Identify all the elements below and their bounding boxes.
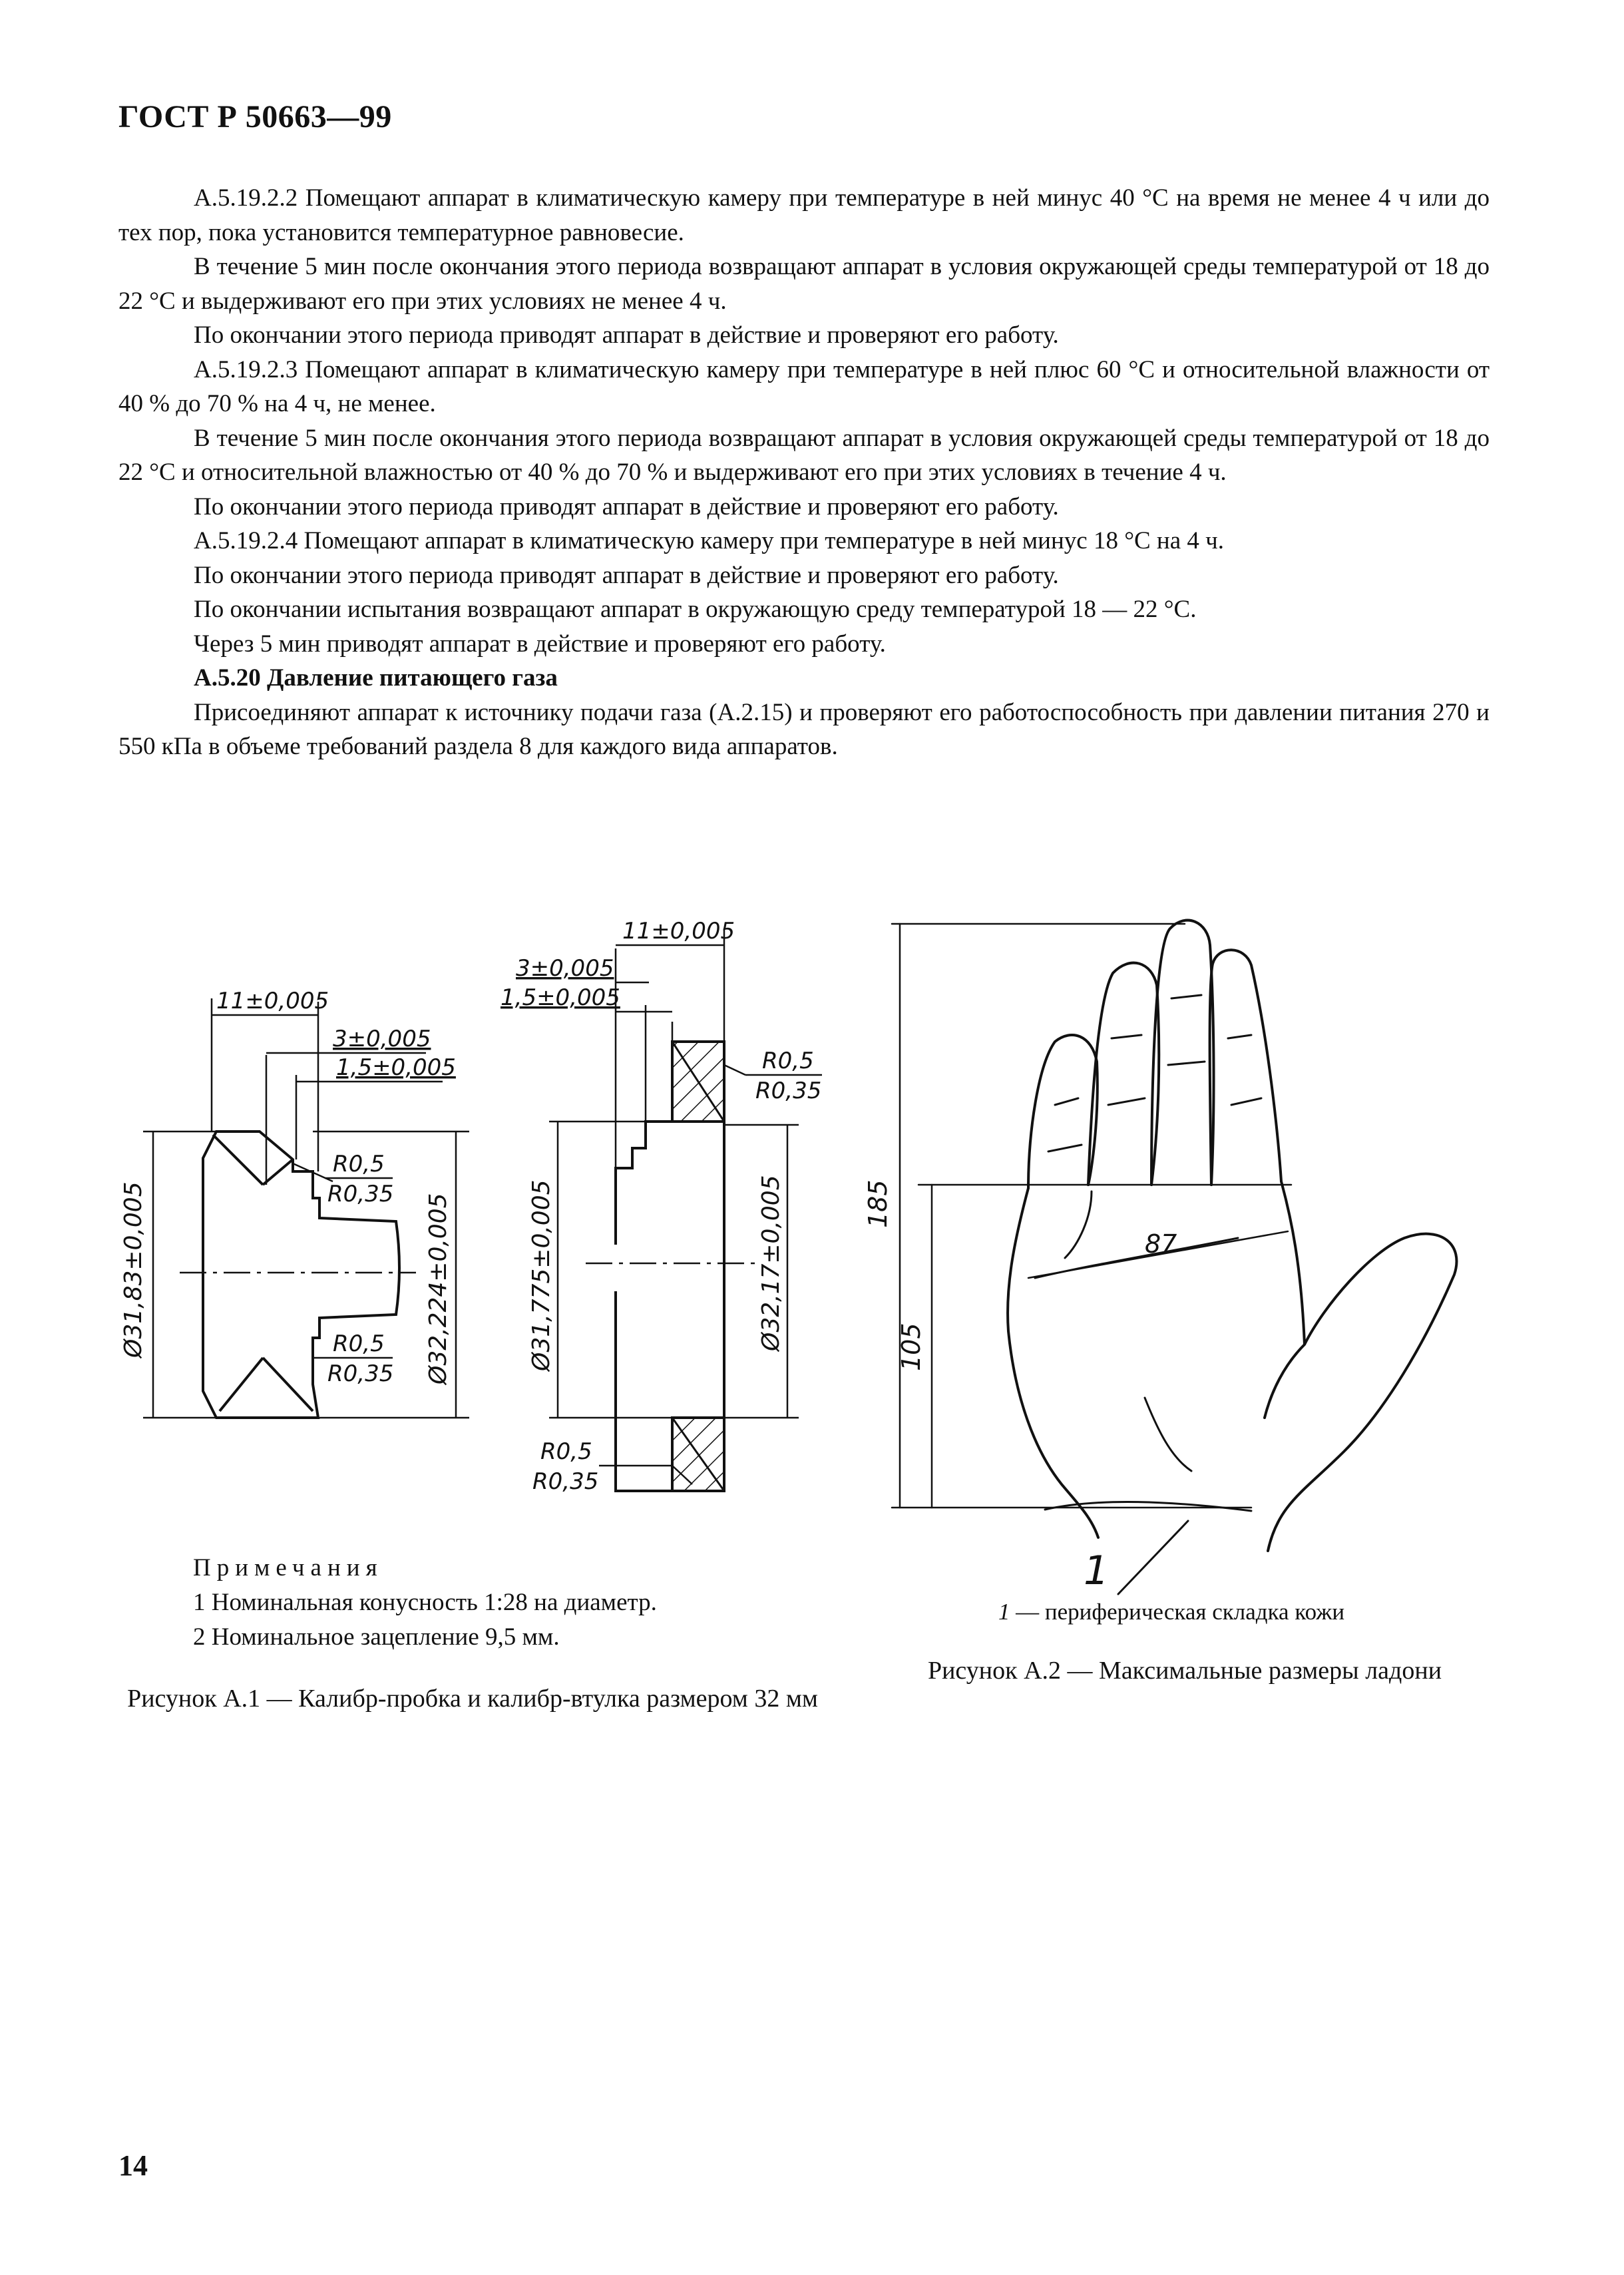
hand-dim-width: 87 bbox=[1145, 1229, 1177, 1259]
hand-labels bbox=[863, 1179, 1177, 1594]
legend-text: — периферическая складка кожи bbox=[1010, 1599, 1345, 1625]
plug-gauge-labels bbox=[120, 988, 456, 1387]
plug-dim-length: 11±0,005 bbox=[216, 988, 329, 1014]
plug-dia-left: Ø31,83±0,005 bbox=[120, 1181, 147, 1358]
plug-dim-step2: 1,5±0,005 bbox=[336, 1054, 456, 1081]
bushing-dia-right: Ø32,17±0,005 bbox=[757, 1175, 785, 1351]
note-item: 2 Номинальное зацепление 9,5 мм. bbox=[193, 1623, 560, 1651]
bushing-radius-bottom-a: R0,5 bbox=[540, 1438, 592, 1465]
paragraph: По окончании этого периода приводят аппарат в действие и проверяют его работу. bbox=[194, 493, 1059, 520]
hand-callout-number: 1 bbox=[1084, 1548, 1110, 1594]
figure1-notes bbox=[193, 1551, 657, 1655]
note-item: 1 Номинальная конусность 1:28 на диаметр. bbox=[193, 1589, 657, 1616]
plug-dia-right: Ø32,224±0,005 bbox=[425, 1193, 452, 1384]
plug-dim-step1: 3±0,005 bbox=[333, 1026, 431, 1052]
bushing-gauge-labels bbox=[501, 918, 821, 1495]
document-header: ГОСТ Р 50663—99 bbox=[118, 99, 392, 134]
notes-title: Примечания bbox=[193, 1554, 383, 1581]
section-heading: А.5.20 Давление питающего газа bbox=[194, 664, 558, 692]
bushing-dim-step2: 1,5±0,005 bbox=[501, 984, 620, 1011]
legend-number: 1 bbox=[998, 1599, 1010, 1625]
paragraph: В течение 5 мин после окончания этого периода возвращают аппарат в условия окружающей среды температурой от 18 до 22 °С и относительной влажностью от 40 % до 70 % и выдерживают его при этих условиях в течение 4 ч. bbox=[118, 424, 1490, 486]
bushing-dia-left: Ø31,775±0,005 bbox=[528, 1179, 555, 1371]
paragraph: По окончании испытания возвращают аппарат в окружающую среду температурой 18 — 22 °С. bbox=[194, 596, 1197, 623]
paragraph: В течение 5 мин после окончания этого периода возвращают аппарат в условия окружающей среды температурой от 18 до 22 °С и выдерживают его при этих условиях не менее 4 ч. bbox=[118, 253, 1490, 315]
paragraph: А.5.19.2.3 Помещают аппарат в климатическую камеру при температуре в ней плюс 60 °С и относительной влажности от 40 % до 70 % на 4 ч, не менее. bbox=[118, 355, 1490, 417]
bushing-radius-bottom-b: R0,35 bbox=[532, 1468, 599, 1495]
paragraph: По окончании этого периода приводят аппарат в действие и проверяют его работу. bbox=[194, 561, 1059, 589]
plug-radius-bottom-a: R0,5 bbox=[333, 1331, 385, 1357]
figure2-caption: Рисунок А.2 — Максимальные размеры ладони bbox=[927, 1657, 1442, 1685]
page-number: 14 bbox=[118, 2149, 148, 2182]
figure1-caption: Рисунок А.1 — Калибр-пробка и калибр-втулка размером 32 мм bbox=[127, 1685, 818, 1713]
bushing-dim-length: 11±0,005 bbox=[622, 918, 735, 944]
bushing-radius-top-a: R0,5 bbox=[762, 1048, 814, 1074]
plug-radius-top-a: R0,5 bbox=[333, 1151, 385, 1177]
bushing-radius-top-b: R0,35 bbox=[755, 1078, 822, 1104]
hand-dim-total: 185 bbox=[863, 1179, 893, 1228]
paragraph: А.5.19.2.4 Помещают аппарат в климатическую камеру при температуре в ней минус 18 °С на 4 ч. bbox=[194, 527, 1225, 554]
paragraph: Через 5 мин приводят аппарат в действие и проверяют его работу. bbox=[194, 630, 886, 658]
paragraph: Присоединяют аппарат к источнику подачи газа (А.2.15) и проверяют его работоспособность при давлении питания 270 и 550 кПа в объеме требований раздела 8 для каждого вида аппаратов. bbox=[118, 698, 1490, 760]
paragraph: А.5.19.2.2 Помещают аппарат в климатическую камеру при температуре в ней минус 40 °С на время не менее 4 ч или до тех пор, пока установится температурное равновесие. bbox=[118, 184, 1490, 246]
paragraph: По окончании этого периода приводят аппарат в действие и проверяют его работу. bbox=[194, 321, 1059, 349]
hand-dim-palm: 105 bbox=[897, 1323, 926, 1371]
figure2-legend bbox=[885, 1599, 1458, 1625]
plug-radius-bottom-b: R0,35 bbox=[327, 1360, 394, 1387]
bushing-dim-step1: 3±0,005 bbox=[516, 955, 614, 982]
plug-radius-top-b: R0,35 bbox=[327, 1181, 394, 1207]
